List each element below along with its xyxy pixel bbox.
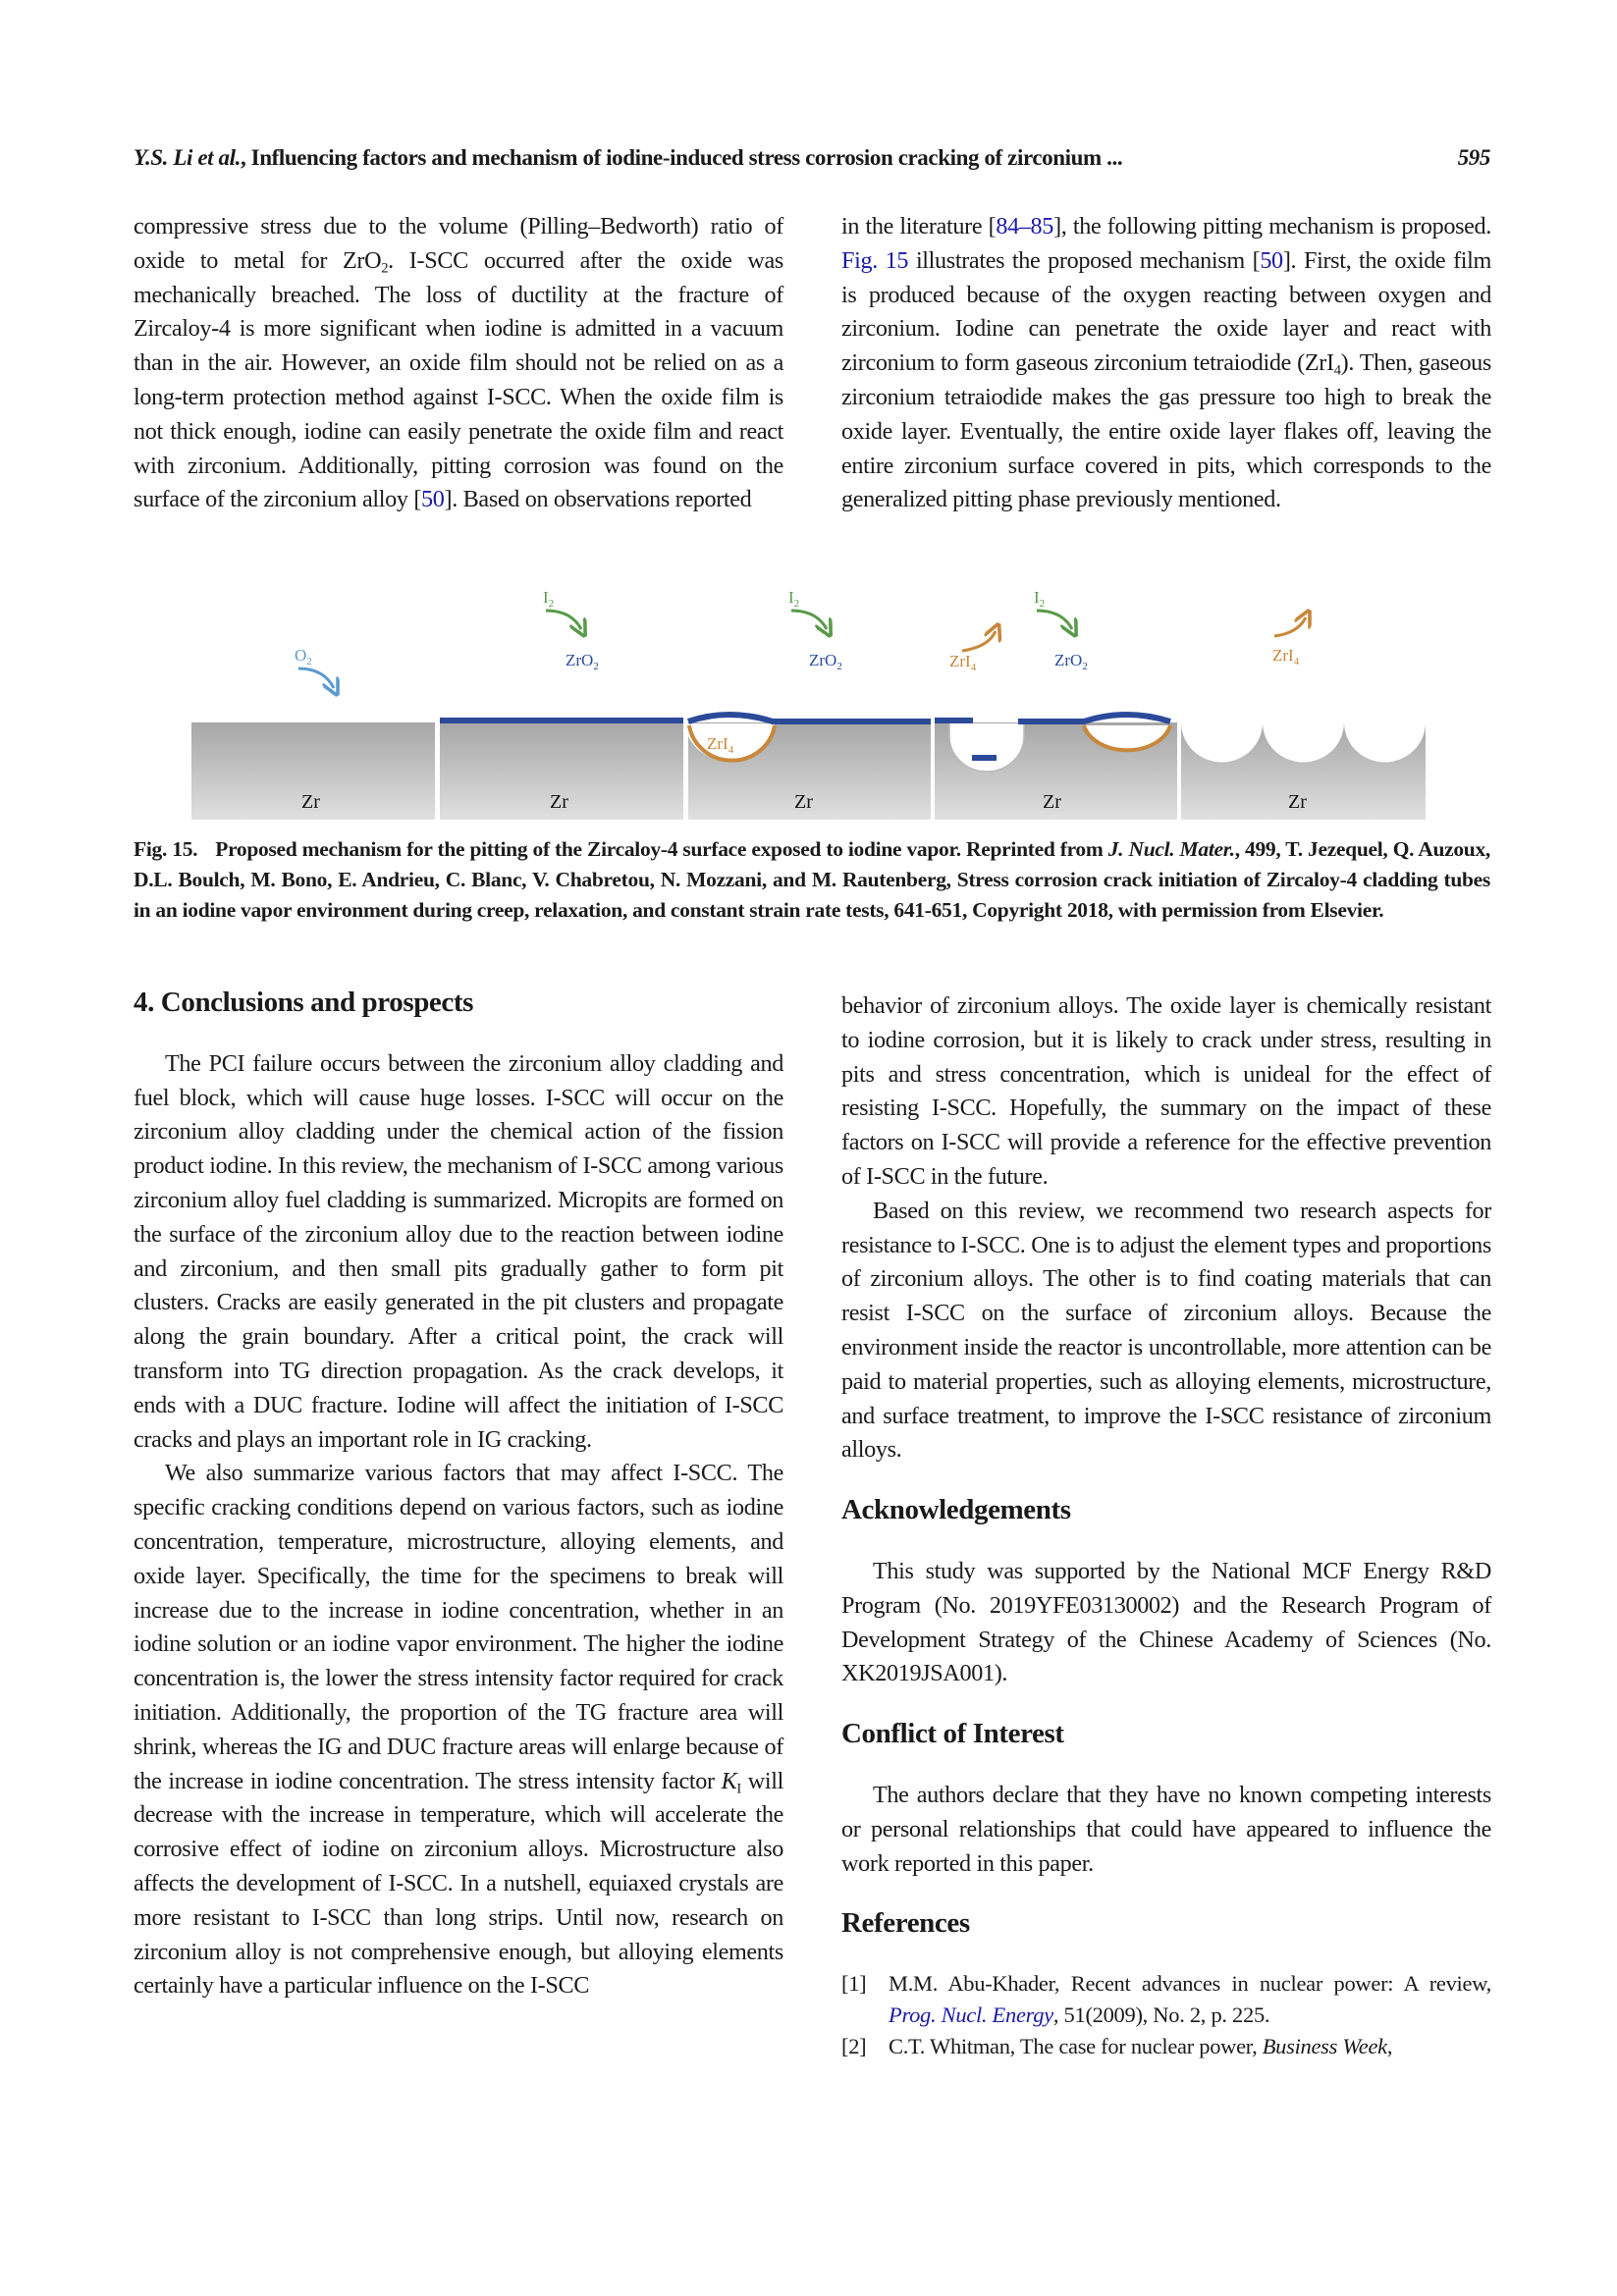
paragraph: The authors declare that they have no known competing interests or personal relationships that could have appeared to influence the work reported in this paper. bbox=[841, 1781, 1491, 1877]
panel-3-zri4-formation bbox=[688, 588, 931, 820]
top-right-column bbox=[841, 210, 1491, 517]
iodine-arrow-icon bbox=[546, 611, 581, 629]
iodine-arrow-icon bbox=[791, 611, 827, 629]
zri4-escape-arrow-icon bbox=[1274, 617, 1306, 636]
paragraph: This study was supported by the National MCF Energy R&D Program (No. 2019YFE03130002) and the Research Program of Development Strategy of the Chinese Academy of Sciences (No. XK2019JSA001). bbox=[841, 1557, 1491, 1687]
section-heading: Acknowledgements bbox=[841, 1494, 1071, 1526]
citation-link[interactable]: 84–85 bbox=[996, 213, 1054, 240]
panel-2-oxide-film bbox=[440, 588, 683, 820]
zr-label: Zr bbox=[301, 791, 320, 813]
references-list bbox=[841, 1968, 1491, 2062]
zri4-pit-label: ZrI$_4$ bbox=[707, 734, 734, 756]
paragraph: behavior of zirconium alloys. The oxide layer is chemically resistant to iodine corrosion, but it is likely to crack under stress, resulting in pits and stress concentration, which is unideal for the effect of resisting I-SCC. Hopefully, the summary on the impact of these factors on I-SCC will provide a reference for the effective prevention of I-SCC in the future. bbox=[841, 992, 1491, 1190]
bottom-right-column bbox=[841, 989, 1491, 2062]
oxygen-arrow-icon bbox=[298, 668, 334, 688]
oxide-layer bbox=[440, 718, 683, 723]
panel-1-oxygen-exposure bbox=[191, 646, 435, 820]
iodine-arrow-icon bbox=[1037, 611, 1072, 629]
figure-label: Fig. 15. bbox=[134, 837, 198, 861]
running-header bbox=[134, 145, 1490, 179]
paragraph: The PCI failure occurs between the zirconium alloy cladding and fuel block, which will cause huge losses. I-SCC will occur on the zirconium alloy cladding under the chemical action of the fission product iodine. In this review, the mechanism of I-SCC among various zirconium alloy fuel cladding is summarized. Micropits are formed on the surface of the zirconium alloy due to the reaction between iodine and zirconium, and then small pits gradually gather to form pit clusters. Cracks are easily generated in the pit clusters and propagate along the grain boundary. After a critical point, the crack will transform into TG direction propagation. As the crack develops, it ends with a DUC fracture. Iodine will affect the initiation of I-SCC cracks and plays an important role in IG cracking. bbox=[134, 1049, 783, 1453]
top-left-column bbox=[134, 210, 783, 517]
zri4-out-label: ZrI$_4$ bbox=[1272, 646, 1300, 667]
zr-label: Zr bbox=[1043, 791, 1061, 813]
zri4-out-label: ZrI$_4$ bbox=[949, 652, 977, 673]
reference-item: [1] M.M. Abu-Khader, Recent advances in nuclear power: A review, Prog. Nucl. Energy, 51(2009), No. 2, p. 225. bbox=[841, 1971, 1491, 2028]
panel-5-generalized-pitting bbox=[1181, 617, 1426, 820]
paragraph: We also summarize various factors that may affect I-SCC. The specific cracking conditions depend on various factors, such as iodine concentration, temperature, microstructure, alloying elements, and oxide layer. Specifically, the time for the specimens to break will increase due to the increase in iodine concentration, whether in an iodine solution or an iodine vapor environment. The higher the iodine concentration is, the lower the stress intensity factor required for crack initiation. Additionally, the proportion of the TG fracture area will shrink, whereas the IG and DUC fracture areas will enlarge because of the increase in iodine concentration. The stress intensity factor $K_I$ will decrease with the increase in temperature, which will accelerate the corrosive effect of iodine on zirconium alloys. Microstructure also affects the development of I-SCC. In a nutshell, equiaxed crystals are more resistant to I-SCC than long strips. Until now, research on zirconium alloy is not comprehensive enough, but alloying elements certainly have a particular influence on the I-SCC bbox=[134, 1460, 783, 2000]
oxide-fragment bbox=[972, 755, 997, 761]
zro2-label: ZrO$_2$ bbox=[1054, 651, 1088, 672]
paragraph: Based on this review, we recommend two research aspects for resistance to I-SCC. One is to adjust the element types and proportions of zirconium alloys. The other is to find coating materials that can resist I-SCC on the surface of zirconium alloys. Because the environment inside the reactor is uncontrollable, more attention can be paid to material properties, such as alloying elements, microstructure, and surface treatment, to improve the I-SCC resistance of zirconium alloys. bbox=[841, 1197, 1491, 1464]
zro2-label: ZrO$_2$ bbox=[809, 651, 842, 672]
citation-link[interactable]: 50 bbox=[1260, 246, 1283, 274]
paragraph: compressive stress due to the volume (Pilling–Bedworth) ratio of oxide to metal for ZrO$_2$. I-SCC occurred after the oxide was mechanically breached. The loss of ductility at the fracture of Zircaloy-4 is more significant when iodine is admitted in a vacuum than in the air. However, an oxide film should not be relied on as a long-term protection method against I-SCC. When the oxide film is not thick enough, iodine can easily penetrate the oxide film and react with zirconium. Additionally, pitting corrosion was found on the surface of the zirconium alloy [50]. Based on observations reported bbox=[134, 213, 783, 513]
i2-label: $I_2$ bbox=[1034, 588, 1046, 610]
bottom-left-column bbox=[134, 986, 783, 2003]
zr-label: Zr bbox=[794, 791, 813, 813]
figure-caption: Fig. 15. Proposed mechanism for the pitting of the Zircaloy-4 surface exposed to iodine vapor. Reprinted from J. Nucl. Mater., 499, T. Jezequel, Q. Auzoux, D.L. Boulch, M. Bono, E. Andrieu, C. Blanc, V. Chabretou, N. Mozzani, and M. Rautenberg, Stress corrosion crack initiation of Zircaloy-4 cladding tubes in an iodine vapor environment during creep, relaxation, and constant strain rate tests, 641-651, Copyright 2018, with permission from Elsevier. bbox=[134, 837, 1490, 922]
zri4-escape-arrow-icon bbox=[962, 631, 996, 651]
zr-label: Zr bbox=[1288, 791, 1307, 813]
section-heading: References bbox=[841, 1907, 970, 1940]
figure-15 bbox=[189, 574, 1429, 825]
citation-link[interactable]: 50 bbox=[421, 486, 445, 513]
journal-link[interactable]: Prog. Nucl. Energy bbox=[889, 2002, 1053, 2028]
section-heading: 4. Conclusions and prospects bbox=[134, 987, 474, 1018]
o2-label: $O_2$ bbox=[295, 646, 312, 667]
header-authors: Y.S. Li et al. bbox=[134, 145, 241, 170]
header-title: Y.S. Li et al., Influencing factors and mechanism of iodine-induced stress corrosion cracking of zirconium ... bbox=[134, 145, 1123, 170]
reference-item: [2] C.T. Whitman, The case for nuclear power, Business Week, bbox=[841, 2034, 1393, 2059]
oxide-fragment bbox=[935, 718, 973, 723]
page-number: 595 bbox=[1457, 145, 1490, 170]
paragraph: in the literature [84–85], the following pitting mechanism is proposed. Fig. 15 illustrates the proposed mechanism [50]. First, the oxide film is produced because of the oxygen reacting between oxygen and zirconium. Iodine can penetrate the oxide layer and react with zirconium to form gaseous zirconium tetraiodide (ZrI$_4$). Then, gaseous zirconium tetraiodide makes the gas pressure too high to break the oxide layer. Eventually, the entire oxide layer flakes off, leaving the entire zirconium surface covered in pits, which corresponds to the generalized pitting phase previously mentioned. bbox=[841, 213, 1491, 513]
oxide-layer bbox=[1018, 715, 1170, 721]
oxide-layer bbox=[688, 715, 931, 721]
section-heading: Conflict of Interest bbox=[841, 1718, 1064, 1750]
i2-label: $I_2$ bbox=[788, 588, 800, 610]
zro2-label: ZrO$_2$ bbox=[566, 651, 599, 672]
figure-link[interactable]: Fig. 15 bbox=[841, 246, 909, 274]
panel-4-oxide-rupture bbox=[935, 588, 1177, 820]
i2-label: $I_2$ bbox=[543, 588, 555, 610]
zr-label: Zr bbox=[550, 791, 568, 813]
